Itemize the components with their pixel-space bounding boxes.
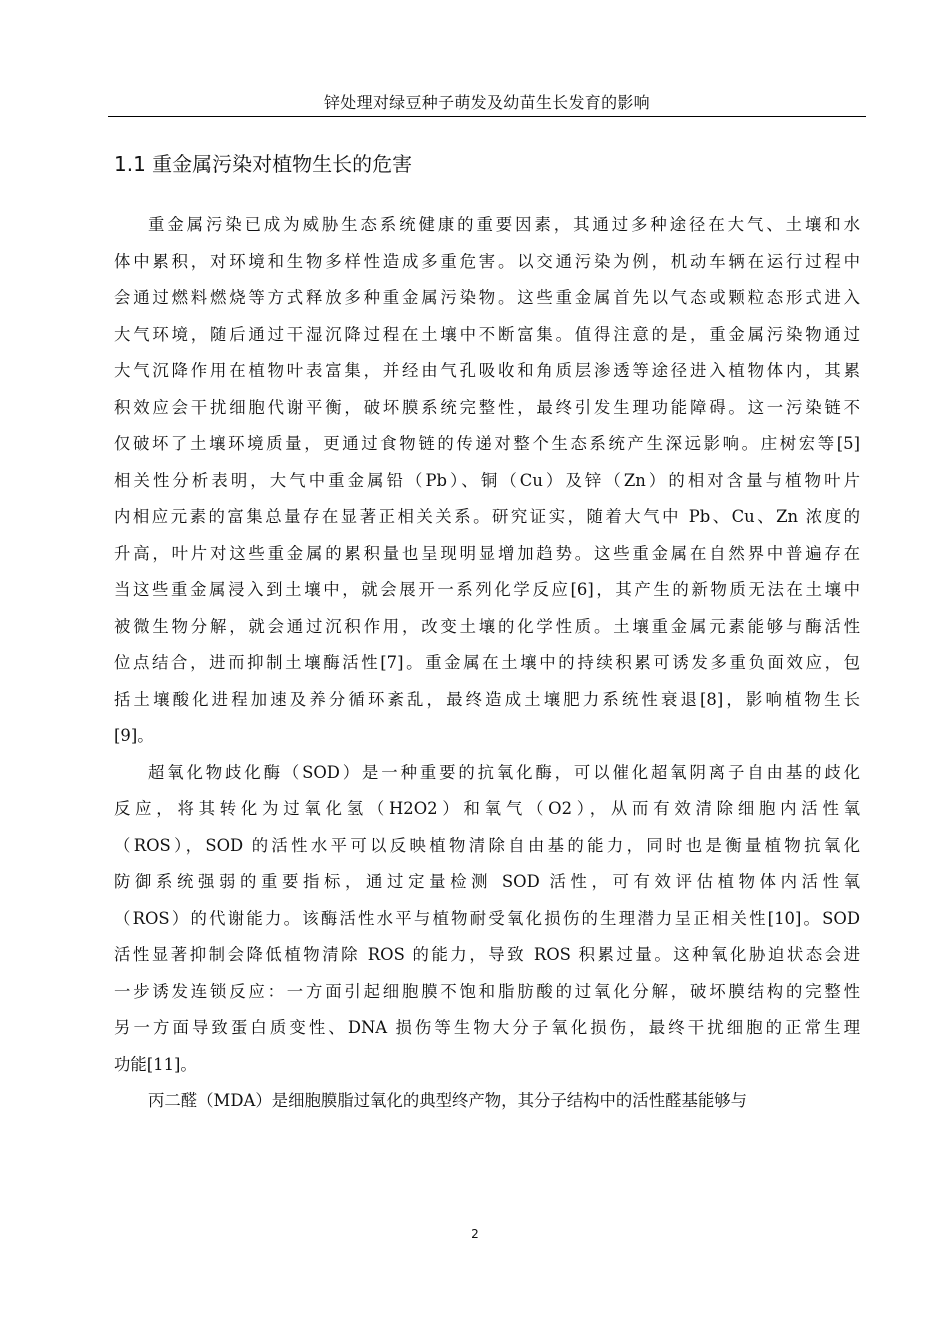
paragraph-line: 内相应元素的富集总量存在显著正相关关系。研究证实，随着大气中 Pb、Cu、Zn 浓度的 [114, 507, 860, 526]
paragraph-line: （ROS）的代谢能力。该酶活性水平与植物耐受氧化损伤的生理潜力呈正相关性[10]。SOD [114, 908, 860, 928]
paragraph-line: 大气沉降作用在植物叶表富集，并经由气孔吸收和角质层渗透等途径进入植物体内，其累 [114, 361, 860, 380]
paragraph-line: 积效应会干扰细胞代谢平衡，破坏膜系统完整性，最终引发生理功能障碍。这一污染链不 [114, 397, 860, 417]
paragraph-line: 被微生物分解，就会通过沉积作用，改变土壤的化学性质。土壤重金属元素能够与酶活性 [114, 616, 860, 636]
paragraph-line: 位点结合，进而抑制土壤酶活性[7]。重金属在土壤中的持续积累可诱发多重负面效应，包 [114, 653, 860, 672]
paragraph-line: （ROS），SOD 的活性水平可以反映植物清除自由基的能力，同时也是衡量植物抗氧化 [114, 835, 860, 855]
paragraph-line: 一步诱发连锁反应：一方面引起细胞膜不饱和脂肪酸的过氧化分解，破坏膜结构的完整性 [114, 981, 860, 1001]
paragraph-line: 反应，将其转化为过氧化氢（H2O2）和氧气（O2），从而有效清除细胞内活性氧 [114, 799, 860, 818]
paragraph-line: 超氧化物歧化酶（SOD）是一种重要的抗氧化酶，可以催化超氧阴离子自由基的歧化 [148, 762, 860, 782]
paragraph-line: 升高，叶片对这些重金属的累积量也呈现明显增加趋势。这些重金属在自然界中普遍存在 [114, 543, 860, 563]
paragraph-line: 相关性分析表明，大气中重金属铅（Pb）、铜（Cu）及锌（Zn）的相对含量与植物叶片 [114, 470, 860, 490]
section-heading: 1.1 重金属污染对植物生长的危害 [114, 152, 413, 176]
paragraph-line: 另一方面导致蛋白质变性、DNA 损伤等生物大分子氧化损伤，最终干扰细胞的正常生理 [114, 1018, 860, 1037]
paragraph-line: 重金属污染已成为威胁生态系统健康的重要因素，其通过多种途径在大气、土壤和水 [148, 215, 860, 234]
paragraph-line: 防御系统强弱的重要指标，通过定量检测 SOD 活性，可有效评估植物体内活性氧 [114, 872, 860, 891]
paragraph-line: 大气环境，随后通过干湿沉降过程在土壤中不断富集。值得注意的是，重金属污染物通过 [114, 324, 860, 344]
paragraph-line: 会通过燃料燃烧等方式释放多种重金属污染物。这些重金属首先以气态或颗粒态形式进入 [114, 288, 860, 307]
page-number: 2 [471, 1227, 479, 1241]
paragraph-line: 体中累积，对环境和生物多样性造成多重危害。以交通污染为例，机动车辆在运行过程中 [114, 251, 860, 271]
paragraph-line: 活性显著抑制会降低植物清除 ROS 的能力，导致 ROS 积累过量。这种氧化胁迫状态会进 [114, 945, 860, 964]
paragraph-line: 当这些重金属浸入到土壤中，就会展开一系列化学反应[6]，其产生的新物质无法在土壤中 [114, 580, 860, 599]
body-text [114, 207, 860, 1120]
running-header: 锌处理对绿豆种子萌发及幼苗生长发育的影响 [323, 93, 650, 112]
header-rule [108, 116, 866, 117]
paragraph-line: 丙二醛（MDA）是细胞膜脂过氧化的典型终产物，其分子结构中的活性醛基能够与 [148, 1091, 748, 1110]
paragraph-line: 功能[11]。 [114, 1054, 197, 1074]
paragraph-line: 括土壤酸化进程加速及养分循环紊乱，最终造成土壤肥力系统性衰退[8]，影响植物生长 [114, 689, 860, 709]
paragraph-line: [9]。 [114, 726, 154, 745]
paragraph-line: 仅破坏了土壤环境质量，更通过食物链的传递对整个生态系统产生深远影响。庄树宏等[5] [114, 434, 860, 453]
